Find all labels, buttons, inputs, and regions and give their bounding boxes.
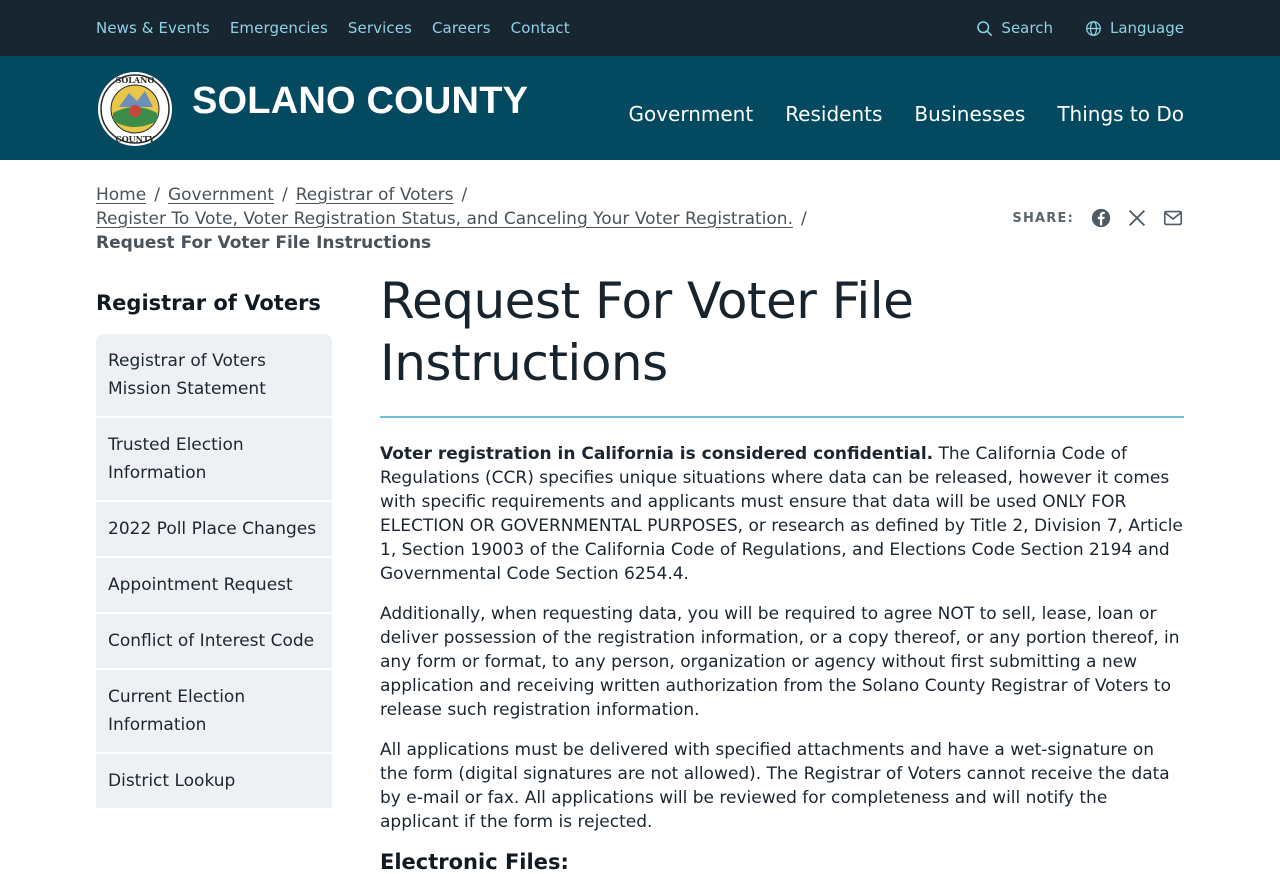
sidebar-title: Registrar of Voters (96, 291, 321, 315)
sidebar-item-trusted-election-info[interactable]: Trusted Election Information (96, 418, 332, 502)
utility-link-emergencies[interactable]: Emergencies (229, 19, 328, 37)
main-nav (628, 56, 1184, 160)
x-icon[interactable] (1126, 207, 1148, 229)
search-button[interactable] (976, 19, 1053, 37)
sidebar-item-mission-statement[interactable]: Registrar of Voters Mission Statement (96, 334, 332, 418)
paragraph-confidentiality (380, 442, 1184, 586)
paragraph-text: The California Code of Regulations (CCR) specifies unique situations where data can be released, however it comes with specific requirements and applicants must ensure that data will be used ONLY FOR ELECTION OR GOVERNMENTAL PURPOSES, or research as defined by Title 2, Division 7, Article 1, Section 19003 of the California Code of Regulations, and Elections Code Section 2194 and Governmental Code Section 6254.4. (380, 444, 1183, 584)
site-header (0, 56, 1280, 160)
sidebar-item-poll-place-changes[interactable]: 2022 Poll Place Changes (96, 502, 332, 558)
sidebar-item-conflict-of-interest[interactable]: Conflict of Interest Code (96, 614, 332, 670)
main-content (380, 270, 1184, 874)
share-label: SHARE: (1012, 210, 1074, 226)
sidebar-nav (96, 334, 332, 810)
paragraph-lead: Voter registration in California is considered confidential. (380, 444, 934, 464)
nav-government[interactable]: Government (628, 102, 754, 126)
search-label: Search (1001, 19, 1053, 37)
utility-link-services[interactable]: Services (347, 19, 412, 37)
sidebar-item-current-election[interactable]: Current Election Information (96, 670, 332, 754)
share-bar (1012, 207, 1184, 229)
utility-tools (976, 0, 1184, 56)
breadcrumb-current: Request For Voter File Instructions (96, 233, 432, 253)
utility-bar (0, 0, 1280, 56)
article-body (380, 442, 1184, 874)
electronic-files-heading: Electronic Files: (380, 850, 569, 874)
page-title: Request For Voter File Instructions (380, 272, 914, 392)
search-icon (976, 20, 993, 37)
language-button[interactable] (1085, 19, 1184, 37)
breadcrumb-separator: / (281, 185, 288, 205)
nav-residents[interactable]: Residents (785, 102, 883, 126)
breadcrumb-separator: / (800, 209, 807, 229)
breadcrumb-home[interactable]: Home (96, 185, 147, 205)
breadcrumb (96, 183, 856, 255)
svg-text:SOLANO: SOLANO (115, 75, 155, 85)
facebook-icon[interactable] (1090, 207, 1112, 229)
language-label: Language (1109, 19, 1184, 37)
utility-link-news-events[interactable]: News & Events (96, 19, 210, 37)
breadcrumb-register-to-vote[interactable]: Register To Vote, Voter Registration Status, and Canceling Your Voter Registration. (96, 209, 793, 229)
utility-nav (96, 0, 570, 56)
county-seal-logo[interactable] (97, 71, 173, 147)
sidebar-item-district-lookup[interactable]: District Lookup (96, 754, 332, 810)
sidebar-item-appointment-request[interactable]: Appointment Request (96, 558, 332, 614)
breadcrumb-registrar[interactable]: Registrar of Voters (295, 185, 454, 205)
nav-things-to-do[interactable]: Things to Do (1057, 102, 1184, 126)
svg-text:COUNTY: COUNTY (115, 134, 155, 144)
breadcrumb-government[interactable]: Government (167, 185, 274, 205)
breadcrumb-separator: / (154, 185, 160, 205)
email-icon[interactable] (1162, 207, 1184, 229)
title-divider (380, 416, 1184, 418)
breadcrumb-separator: / (461, 185, 468, 205)
paragraph-applications: All applications must be delivered with specified attachments and have a wet-signature on the form (digital signatures are not allowed). The Registrar of Voters cannot receive the data by e-mail or fax. All applications will be reviewed for completeness and will notify the applicant if the form is rejected. (380, 740, 1170, 832)
paragraph-restrictions: Additionally, when requesting data, you will be required to agree NOT to sell, lease, loan or deliver possession of the registration information, or a copy thereof, or any portion thereof, in any form or format, to any person, organization or agency without first submitting a new application and receiving written authorization from the Solano County Registrar of Voters to release such registration information. (380, 604, 1180, 720)
nav-businesses[interactable]: Businesses (914, 102, 1026, 126)
site-name[interactable]: SOLANO COUNTY (192, 80, 529, 122)
globe-icon (1085, 20, 1102, 37)
utility-link-contact[interactable]: Contact (510, 19, 570, 37)
utility-link-careers[interactable]: Careers (431, 19, 491, 37)
